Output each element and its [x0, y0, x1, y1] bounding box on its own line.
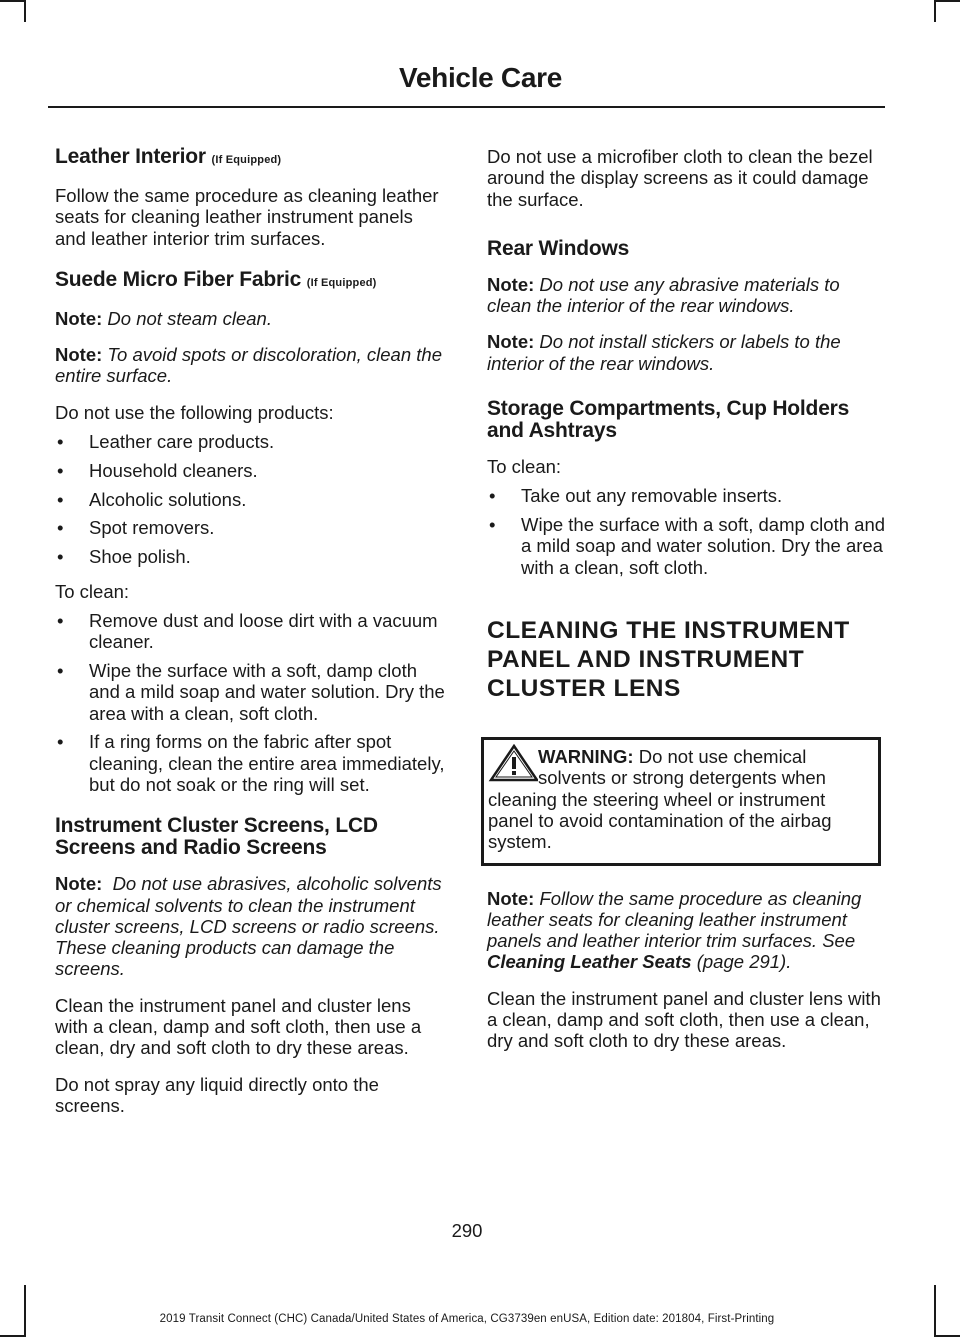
page-title: Vehicle Care	[399, 62, 562, 93]
rear-windows-heading: Rear Windows	[487, 236, 630, 260]
list-item: • Alcoholic solutions.	[57, 488, 247, 510]
list-item: • If a ring forms on the fabric after spot cleaning, clean the entire area immediately, but do not soak or the ring will set.	[57, 731, 445, 795]
crop-mark	[24, 1285, 26, 1337]
instrument-note: Note: Follow the same procedure as cleaning leather seats for cleaning leather instrument panels and leather interior trim surfaces. See Cleaning Leather Seats (page 291).	[487, 887, 862, 973]
list-item: • Shoe polish.	[57, 546, 191, 568]
screens-clean-text: Clean the instrument panel and cluster lens with a clean, damp and soft cloth, then use a clean, dry and soft cloth to dry these areas.	[55, 994, 422, 1059]
leather-interior-heading: Leather Interior (If Equipped)	[55, 145, 282, 168]
products-list	[55, 431, 447, 567]
clean-intro: To clean:	[55, 580, 130, 602]
warning-box: WARNING: Do not use chemical solvents or strong detergents when cleaning the steering wheel or instrument panel to avoid contamination of the airbag system.	[481, 737, 881, 865]
microfiber-text: Do not use a microfiber cloth to clean the bezel around the display screens as it could damage the surface.	[487, 146, 873, 210]
suede-heading: Suede Micro Fiber Fabric (If Equipped)	[55, 267, 377, 291]
instrument-clean-text: Clean the instrument panel and cluster lens with a clean, damp and soft cloth, then use a clean, dry and soft cloth to dry these areas.	[487, 987, 881, 1052]
footer-text: 2019 Transit Connect (CHC) Canada/United States of America, CG3739en enUSA, Edition date: 201804, First-Printing	[159, 1313, 775, 1325]
suede-note-steam: Note: Do not steam clean.	[55, 307, 272, 329]
rear-note-abrasive: Note: Do not use any abrasive materials to clean the interior of the rear windows.	[487, 273, 840, 317]
list-item: • Household cleaners.	[57, 459, 258, 481]
crop-mark	[0, 0, 24, 2]
suede-note-spots: Note: To avoid spots or discoloration, clean the entire surface.	[55, 344, 442, 387]
left-column	[55, 146, 447, 1131]
crop-mark	[934, 0, 936, 22]
storage-clean-intro: To clean:	[487, 456, 562, 478]
rear-note-stickers: Note: Do not install stickers or labels to the interior of the rear windows.	[487, 331, 841, 374]
crop-mark	[936, 0, 960, 2]
list-item: • Wipe the surface with a soft, damp cloth and a mild soap and water solution. Dry the area with a clean, soft cloth.	[489, 514, 886, 578]
warning-icon	[488, 744, 538, 782]
right-column	[487, 146, 887, 1067]
list-item: • Wipe the surface with a soft, damp cloth and a mild soap and water solution. Dry the area with a clean, soft cloth.	[57, 659, 445, 724]
list-item: • Remove dust and loose dirt with a vacuum cleaner.	[57, 609, 438, 653]
screens-heading: Instrument Cluster Screens, LCD Screens and Radio Screens	[55, 814, 378, 860]
page-number: 290	[451, 1220, 483, 1241]
storage-steps-list	[487, 485, 887, 578]
clean-steps-list	[55, 610, 447, 795]
crop-mark	[934, 1285, 936, 1337]
list-item: • Take out any removable inserts.	[489, 485, 783, 507]
storage-heading: Storage Compartments, Cup Holders and Ashtrays	[487, 397, 850, 443]
screens-note: Note: Do not use abrasives, alcoholic solvents or chemical solvents to clean the instrument cluster screens, LCD screens or radio screens. These cleaning products can damage the screens.	[55, 873, 442, 980]
screens-spray-text: Do not spray any liquid directly onto the screens.	[55, 1073, 379, 1116]
crop-mark	[24, 0, 26, 22]
header-divider	[48, 106, 885, 108]
cleaning-instrument-heading: CLEANING THE INSTRUMENT PANEL AND INSTRUMENT CLUSTER LENS	[487, 617, 850, 703]
list-item: • Spot removers.	[57, 517, 215, 539]
products-intro: Do not use the following products:	[55, 401, 334, 423]
list-item: • Leather care products.	[57, 431, 275, 453]
leather-interior-text: Follow the same procedure as cleaning leather seats for cleaning leather instrument panels and leather interior trim surfaces.	[55, 185, 439, 249]
